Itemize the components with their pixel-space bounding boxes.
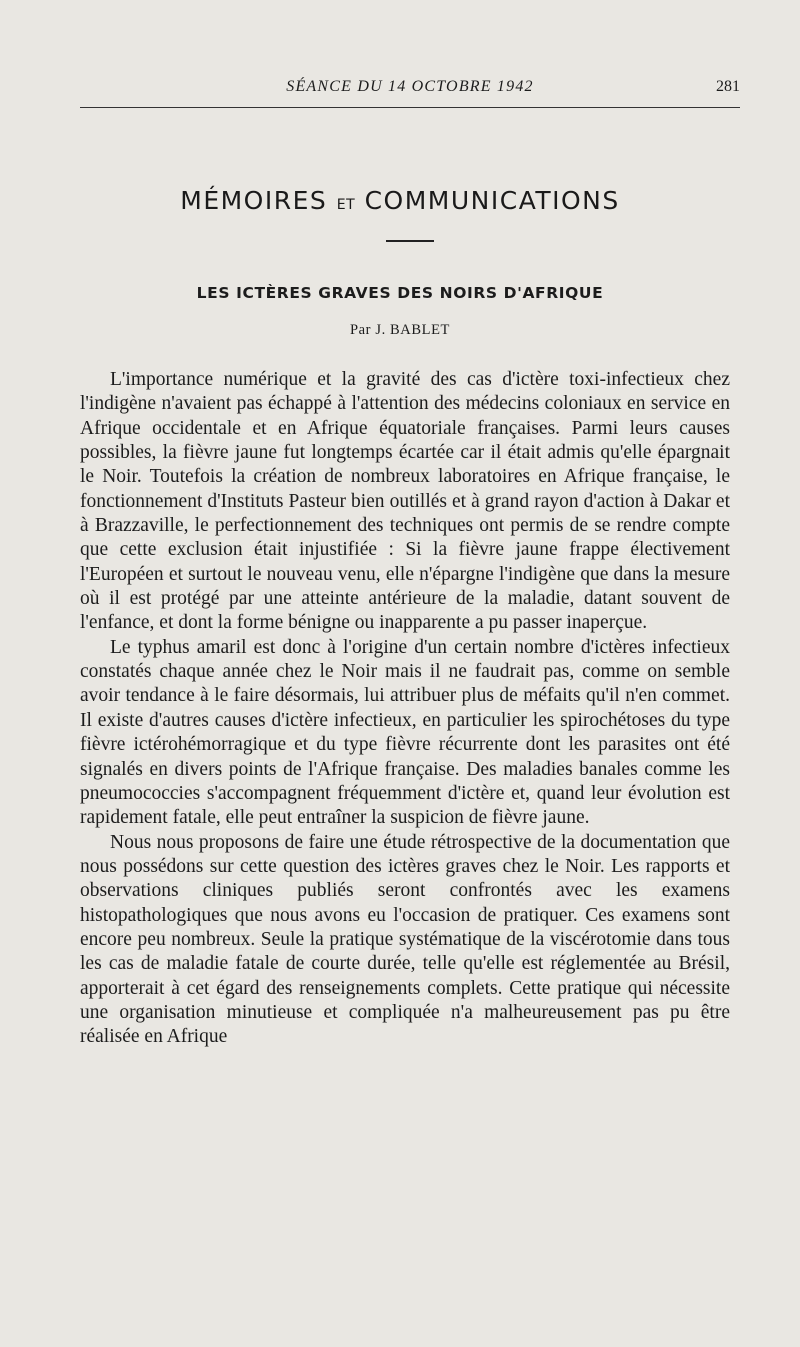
title-divider	[386, 240, 434, 242]
section-heading-connector: ET	[336, 197, 356, 213]
running-head	[80, 78, 740, 104]
section-heading	[0, 186, 800, 215]
section-heading-part2: COMMUNICATIONS	[364, 186, 620, 215]
paragraph: L'importance numérique et la gravité des cas d'ictère toxi-infectieux chez l'indigène n'avaient pas échappé à l'attention des médecins coloniaux en service en Afrique occidentale et en Afrique équatoriale françaises. Parmi leurs causes possibles, la fièvre jaune fut longtemps écartée car il était admis qu'elle épargnait le Noir. Toutefois la création de nombreux laboratoires en Afrique française, le fonctionnement d'Instituts Pasteur bien outillés et à grand rayon d'action à Dakar et à Brazzaville, le perfectionnement des techniques ont permis de se rendre compte que cette exclusion était injustifiée : Si la fièvre jaune frappe électivement l'Européen et surtout le nouveau venu, elle n'épargne l'indigène que dans la mesure où il est protégé par une atteinte antérieure de la maladie, datant souvent de l'enfance, et dont la forme bénigne ou inapparente a pu passer inaperçue.	[80, 369, 730, 634]
article-body	[80, 368, 730, 1050]
paragraph: Nous nous proposons de faire une étude rétrospective de la documentation que nous possédons sur cette question des ictères graves chez le Noir. Les rapports et observations cliniques publiés seront confrontés avec les examens histopathologiques que nous avons eu l'occasion de pratiquer. Ces examens sont encore peu nombreux. Seule la pratique systématique de la viscérotomie dans tous les cas de maladie fatale de courte durée, telle qu'elle est réglementée au Brésil, apporterait à cet égard des renseignements complets. Cette pratique qui nécessite une organisation minutieuse et compliquée n'a malheureusement pas pu être réalisée en Afrique	[80, 831, 730, 1048]
running-head-title: SÉANCE DU 14 OCTOBRE 1942	[286, 78, 534, 95]
article-title: LES ICTÈRES GRAVES DES NOIRS D'AFRIQUE	[196, 284, 604, 302]
header-rule	[80, 107, 740, 108]
section-heading-part1: MÉMOIRES	[180, 186, 328, 215]
paragraph: Le typhus amaril est donc à l'origine d'un certain nombre d'ictères infectieux constatés chaque année chez le Noir mais il ne faudrait pas, comme on semble avoir tendance à le faire désormais, lui attribuer plus de méfaits qu'il n'en commet. Il existe d'autres causes d'ictère infectieux, en particulier les spirochétoses du type fièvre ictérohémorragique et du type fièvre récurrente dont les parasites ont été signalés en divers points de l'Afrique française. Des maladies banales comme les pneumococcies s'accompagnent fréquemment d'ictère et, quand leur évolution est rapidement fatale, elle peut entraîner la suspicion de fièvre jaune.	[80, 636, 730, 829]
page-number: 281	[716, 78, 740, 95]
byline: Par J. BABLET	[349, 322, 451, 338]
